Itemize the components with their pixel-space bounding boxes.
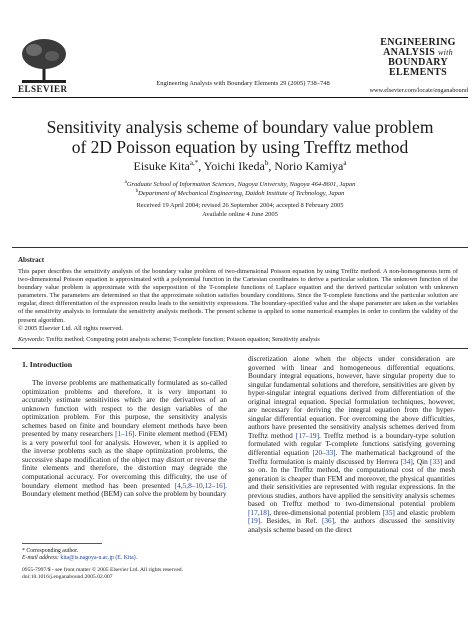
citation-link[interactable]: [1–16] [115,429,135,439]
publisher-name: ELSEVIER [18,84,68,94]
abstract-text: This paper describes the sensitivity analysis of the boundary value problem of two-dimensional Poisson equation by using Trefftz method. A non-homogeneous term of two-dimensional Poisson equation is approximated with a polynomial function in the Cartesian coordinates to derive a particular solution. The unknown function of the boundary value problem is approximate with the superposition of the T-complete functions of Laplace equation and the derived particular solution with unknown parameters. The parameters are determined so that the approximate solution satisfies boundary conditions. Since the T-complete functions and the particular solution are regular, direct differentiation of the expression results leads to the sensitivity expressions. The boundary-specified value and the shape parameter are taken as the variables of the sensitivity analysis to formulate the sensitivity analysis methods. The present scheme is applied to some numerical examples in order to confirm the validity of the present algorithm. © 2005 Elsevier Ltd. All rights reserved. [18,268,458,332]
citation-link[interactable]: [35] [382,507,395,517]
footnote [22,548,227,563]
available-date: Available online 4 June 2005 [202,211,278,218]
citation-link[interactable]: [34] [400,456,413,466]
received-dates: Received 19 April 2004; revised 26 September 2004; accepted 8 February 2005 [136,202,344,209]
keywords: Keywords: Trefftz method; Computing point analysis scheme; T-complete function; Poisson equation; Sensitivity analysis [18,336,320,343]
paragraph: discretization alone when the objects under consideration are governed with linear and homogeneous differential equations. Boundary integral equations, however, have singular property due to singular fundamental solutions and therefore, sensitivities are given by hyper-singular integral equations derived from differentiation of the original integral equation. Special formulation techniques, however, are necessary for deriving the integral equation from the hyper-singular differential equation. For overcoming the above difficulties, authors have presented the sensitivity analysis schemes derived from Trefftz method [17–19]. Trefftz method is a boundary-type solution formulated with regular T-complete functions satisfying governing differential equation [20–33]. The mathematical background of the Trefftz formulation is mainly discussed by Herrera [34], Qin [33] and so on. In the Trefftz method, the computational cost of the mesh generation is cheaper than FEM and moreover, the physical quantities and their sensitivities are represented with regular expressions. In the previous studies, authors have applied the sensitivity analysis schemes based on Trefftz method to two-dimensional potential problem [17,18], three-dimensional potential problem [35] and elastic problem [19]. Besides, in Ref. [36], the authors discussed the sensitivity analysis scheme based on the direct [248,354,456,534]
citation-link[interactable]: [20–33] [312,448,336,458]
author-name: Eisuke Kita [133,159,190,173]
email-note: E-mail address: kita@is.nagoya-u.ac.jp (E. Kita). [22,555,138,562]
journal-name-line: ELEMENTS [389,67,447,78]
journal-name-block [373,38,463,78]
paragraph: The inverse problems are mathematically formulated as so-called optimization problems and therefore, it is very important to accurately estimate sensitivities which are the derivatives of an unknown function with respect to the design variables of the optimization problem. For this purpose, the sensitivity analysis schemes based on finite and boundary element methods have been presented by many researchers [1–16]. Finite element method (FEM) is a very powerful tool for analysis. However, when it is applied to the inverse problems such as the shape optimization problems, the successive shape modification of the object may distort or reverse the finite elements and therefore, the distortion may degrade the computational accuracy. For overcoming this difficulty, the use of boundary element method has been presented [4,5,8–10,12–16]. Boundary element method (BEM) can solve the problem by boundary [22,378,228,499]
abstract-heading: Abstract [18,256,45,264]
section-heading: 1. Introduction [22,360,73,369]
right-column [248,355,455,534]
author-list: Eisuke Kita$^{a,*}$, Yoichi Ikeda$^b$, Norio Kamiya$^a$ [133,159,347,173]
citation-link[interactable]: [33] [430,456,443,466]
journal-name-line: ENGINEERING [380,37,456,48]
affiliation: $^a$Graduate School of Information Sciences, Nagoya University, Nagoya 464-8601, Japan [124,180,356,189]
left-column [22,379,227,499]
citation-link[interactable]: [36] [321,516,335,526]
journal-name-line: ANALYSIS with [383,47,453,58]
header-rule [12,97,468,98]
elsevier-tree-logo [14,36,74,86]
email-link[interactable]: kita@is.nagoya-u.ac.jp (E. Kita). [58,555,138,562]
abstract-bottom-rule [12,348,468,349]
author-name: Norio Kamiya [274,159,344,173]
article-title: Sensitivity analysis scheme of boundary value problem of 2D Poisson equation by using Trefftz method [46,117,434,157]
copyright: © 2005 Elsevier Ltd. All rights reserved. [18,324,124,332]
footnote-rule [22,543,102,544]
abstract-top-rule [12,247,468,248]
citation-link[interactable]: [17,18] [248,507,270,517]
journal-url-link[interactable]: www.elsevier.com/locate/enganabound [369,87,468,94]
corresponding-author-note: * Corresponding author. [22,548,79,554]
citation-link[interactable]: [19] [248,516,261,526]
affiliation: $^b$Department of Mechanical Engineering, Daidoh Institute of Technology, Japan [135,189,345,198]
citation-link[interactable]: [4,5,8–10,12–16] [174,480,226,490]
journal-reference: Engineering Analysis with Boundary Elements 29 (2005) 738–748 [156,80,330,87]
citation-link[interactable]: [17–19] [295,430,319,440]
journal-name-line: BOUNDARY [388,57,448,68]
doi-link[interactable]: doi:10.1016/j.enganabound.2005.02.007 [22,574,113,580]
author-name: Yoichi Ikeda [203,159,265,173]
imprint: 0955-7997/$ - see front matter © 2005 Elsevier Ltd. All rights reserved. doi:10.1016/j.enganabound.2005.02.007 [22,567,227,581]
